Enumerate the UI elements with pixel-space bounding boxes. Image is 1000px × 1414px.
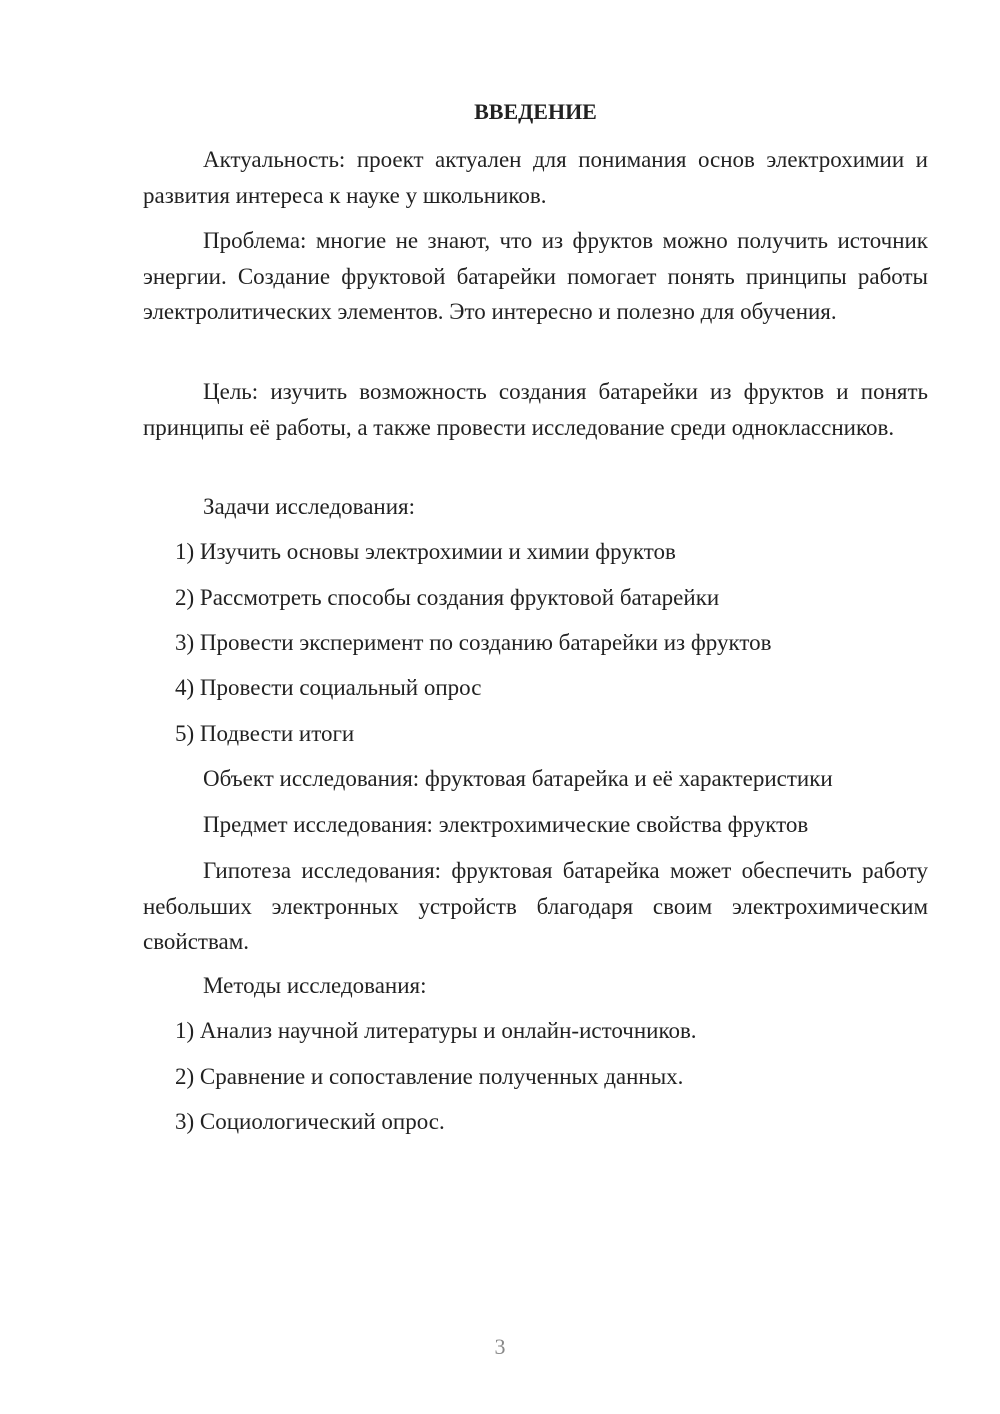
method-item: 2) Сравнение и сопоставление полученных данных. (175, 1064, 684, 1089)
hypothesis-paragraph: Гипотеза исследования: фруктовая батарейка может обеспечить работу небольших электронных устройств благодаря своим электрохимическим свойствам. (143, 858, 928, 954)
task-item: 1) Изучить основы электрохимии и химии фруктов (175, 539, 676, 564)
relevance-paragraph: Актуальность: проект актуален для понимания основ электрохимии и развития интереса к науке у школьников. (143, 147, 928, 208)
subject-line: Предмет исследования: электрохимические свойства фруктов (203, 812, 809, 837)
object-line: Объект исследования: фруктовая батарейка и её характеристики (203, 766, 833, 791)
problem-paragraph: Проблема: многие не знают, что из фруктов можно получить источник энергии. Создание фруктовой батарейки помогает понять принципы работы электролитических элементов. Это интересно и полезно для обучения. (143, 228, 928, 324)
document-page (143, 0, 928, 1414)
task-item: 4) Провести социальный опрос (175, 675, 482, 700)
task-item: 3) Провести эксперимент по созданию батарейки из фруктов (175, 630, 772, 655)
goal-paragraph: Цель: изучить возможность создания батарейки из фруктов и понять принципы её работы, а также провести исследование среди одноклассников. (143, 379, 928, 440)
task-item: 2) Рассмотреть способы создания фруктовой батарейки (175, 585, 720, 610)
tasks-heading: Задачи исследования: (203, 494, 416, 519)
section-title: ВВЕДЕНИЕ (474, 99, 597, 124)
page-number: 3 (494, 1334, 506, 1359)
task-item: 5) Подвести итоги (175, 721, 355, 746)
method-item: 3) Социологический опрос. (175, 1109, 445, 1134)
method-item: 1) Анализ научной литературы и онлайн-источников. (175, 1018, 697, 1043)
methods-heading: Методы исследования: (203, 973, 427, 998)
